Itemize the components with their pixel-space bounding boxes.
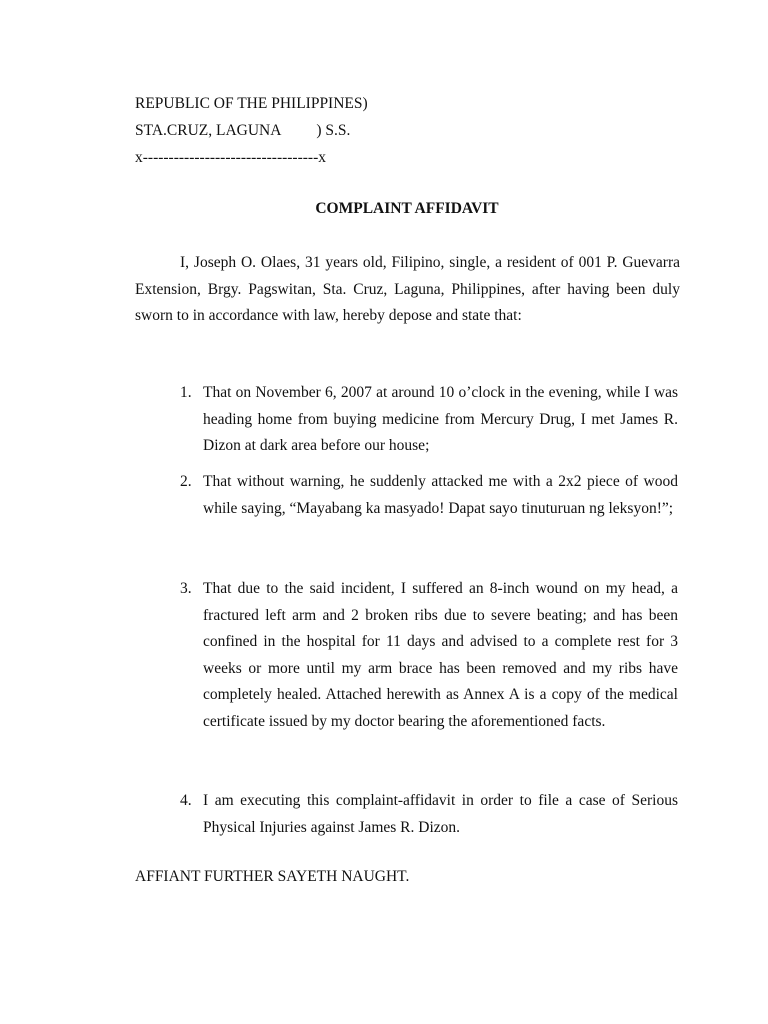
header-venue <box>135 121 350 141</box>
list-item-text: I am executing this complaint-affidavit in order to file a case of Serious Physical Injuries against James R. Dizon. <box>203 792 678 836</box>
list-item-number: 1. <box>180 384 192 401</box>
list-item-number: 2. <box>180 473 192 490</box>
header-republic: REPUBLIC OF THE PHILIPPINES) <box>135 95 368 112</box>
list-item-number: 4. <box>180 792 192 809</box>
header-venue-location: STA.CRUZ, LAGUNA <box>135 122 281 139</box>
list-item <box>180 469 678 522</box>
header-separator: x----------------------------------x <box>135 149 326 166</box>
closing-statement: AFFIANT FURTHER SAYETH NAUGHT. <box>135 868 410 885</box>
header-venue-ss: ) S.S. <box>316 122 351 139</box>
intro-paragraph: I, Joseph O. Olaes, 31 years old, Filipino, single, a resident of 001 P. Guevarra Extension, Brgy. Pagswitan, Sta. Cruz, Laguna, Philippines, after having been duly sworn to in accordance with law, hereby depose and state that: <box>135 254 680 324</box>
list-item-text: That due to the said incident, I suffered an 8-inch wound on my head, a fractured left arm and 2 broken ribs due to severe beating; and has been confined in the hospital for 11 days and advised to a complete rest for 3 weeks or more until my arm brace has been removed and my ribs have completely healed. Attached herewith as Annex A is a copy of the medical certificate issued by my doctor bearing the aforementioned facts. <box>203 580 678 730</box>
list-item-text: That without warning, he suddenly attacked me with a 2x2 piece of wood while saying, “Mayabang ka masyado! Dapat sayo tinuturuan ng leksyon!”; <box>203 473 678 517</box>
list-item <box>180 576 678 735</box>
list-item <box>180 380 678 460</box>
list-item <box>180 788 678 841</box>
list-item-number: 3. <box>180 580 192 597</box>
list-item-text: That on November 6, 2007 at around 10 o’clock in the evening, while I was heading home from buying medicine from Mercury Drug, I met James R. Dizon at dark area before our house; <box>203 384 678 454</box>
document-title: COMPLAINT AFFIDAVIT <box>315 200 499 217</box>
